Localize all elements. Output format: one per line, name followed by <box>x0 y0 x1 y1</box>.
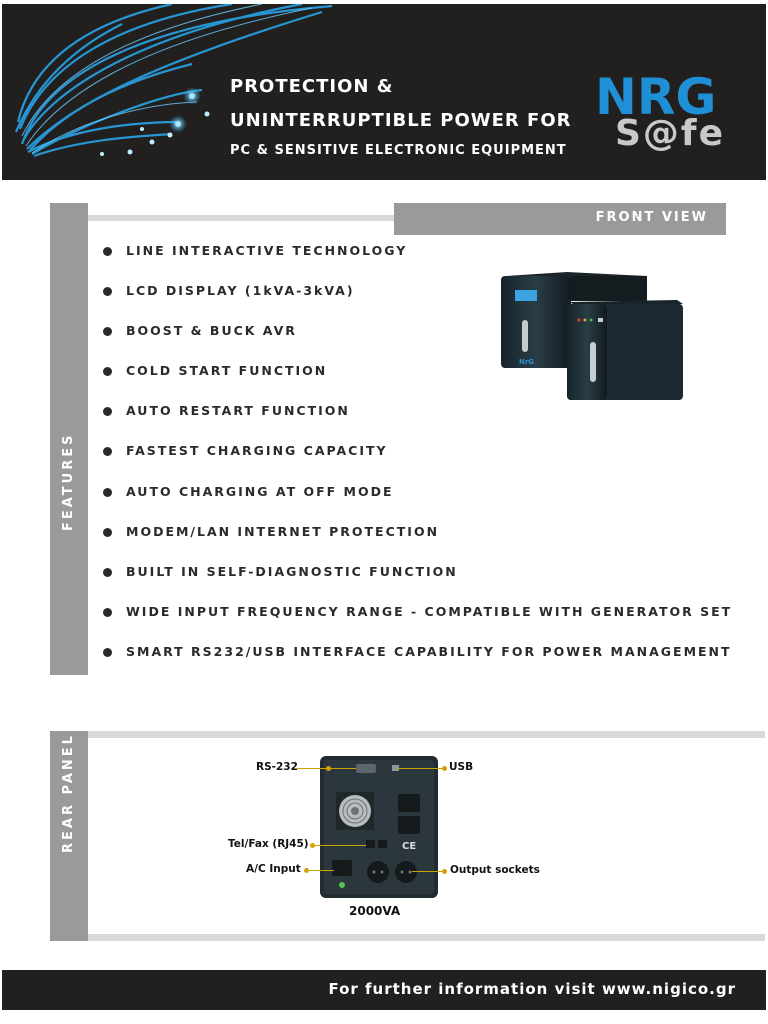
feature-text: BUILT IN SELF-DIAGNOSTIC FUNCTION <box>126 563 458 579</box>
bullet-icon <box>103 528 112 537</box>
nrg-safe-logo <box>595 68 745 162</box>
svg-text:CE: CE <box>402 841 417 852</box>
feature-text: AUTO CHARGING AT OFF MODE <box>126 483 394 499</box>
footer-text: For further information visit www.nigico.gr <box>328 980 736 998</box>
feature-text: AUTO RESTART FUNCTION <box>126 403 350 419</box>
logo-safe-text: S@fe <box>615 113 726 154</box>
feature-text: LCD DISPLAY (1kVA-3kVA) <box>126 283 355 299</box>
output-dot <box>442 869 447 874</box>
rs232-dot <box>326 766 331 771</box>
feature-text: SMART RS232/USB INTERFACE CAPABILITY FOR POWER MANAGEMENT <box>126 643 732 659</box>
ups-front-view-image <box>497 268 687 403</box>
feature-item <box>103 484 723 524</box>
features-divider <box>88 215 394 221</box>
bullet-icon <box>103 327 112 336</box>
telfax-dot <box>310 843 315 848</box>
rear-panel-side-tab <box>50 731 88 941</box>
bullet-icon <box>103 287 112 296</box>
bullet-icon <box>103 488 112 497</box>
footer-bar <box>2 970 766 1010</box>
feature-item <box>103 643 732 684</box>
bullet-icon <box>103 367 112 376</box>
feature-text: FASTEST CHARGING CAPACITY <box>126 443 388 459</box>
ac-input-dot <box>304 868 309 873</box>
feature-item <box>103 564 723 604</box>
rear-panel-bottom-divider <box>88 934 765 941</box>
feature-item <box>103 403 723 443</box>
feature-text: MODEM/LAN INTERNET PROTECTION <box>126 523 440 539</box>
features-side-tab <box>50 203 88 675</box>
header-title-line1: PROTECTION & <box>230 76 394 97</box>
rs232-callout: RS-232 <box>256 761 298 773</box>
feature-item <box>103 443 723 483</box>
header-banner <box>2 4 766 180</box>
front-view-tab <box>394 203 726 235</box>
bullet-icon <box>103 568 112 577</box>
usb-callout: USB <box>449 761 474 773</box>
feature-text: COLD START FUNCTION <box>126 363 328 379</box>
model-label: 2000VA <box>349 904 401 918</box>
feature-item <box>103 603 733 644</box>
bullet-icon <box>103 407 112 416</box>
bullet-icon <box>103 247 112 256</box>
ac-input-callout: A/C Input <box>246 863 301 875</box>
output-leader <box>412 871 446 872</box>
feature-item <box>103 524 723 564</box>
bullet-icon <box>103 447 112 456</box>
usb-leader <box>398 768 446 769</box>
svg-text:NrG: NrG <box>519 358 535 366</box>
features-side-label: FEATURES <box>61 432 76 531</box>
front-view-label: FRONT VIEW <box>595 210 708 225</box>
feature-text: LINE INTERACTIVE TECHNOLOGY <box>126 243 408 258</box>
telfax-callout: Tel/Fax (RJ45) <box>228 838 309 850</box>
output-sockets-callout: Output sockets <box>450 864 540 876</box>
bullet-icon <box>103 648 112 657</box>
feature-text: BOOST & BUCK AVR <box>126 323 297 339</box>
usb-dot <box>442 766 447 771</box>
ups-rear-panel-image <box>318 754 440 900</box>
telfax-leader <box>314 845 366 846</box>
bullet-icon <box>103 608 112 617</box>
header-title-line3: PC & SENSITIVE ELECTRONIC EQUIPMENT <box>230 143 567 158</box>
feature-text: WIDE INPUT FREQUENCY RANGE - COMPATIBLE WITH GENERATOR SET <box>126 603 733 619</box>
logo-nrg-text: NRG <box>595 68 717 126</box>
header-title-line2: UNINTERRUPTIBLE POWER FOR <box>230 110 572 131</box>
rear-panel-side-label: REAR PANEL <box>61 733 76 853</box>
rear-panel-top-divider <box>88 731 765 738</box>
ac-input-leader <box>306 870 334 871</box>
